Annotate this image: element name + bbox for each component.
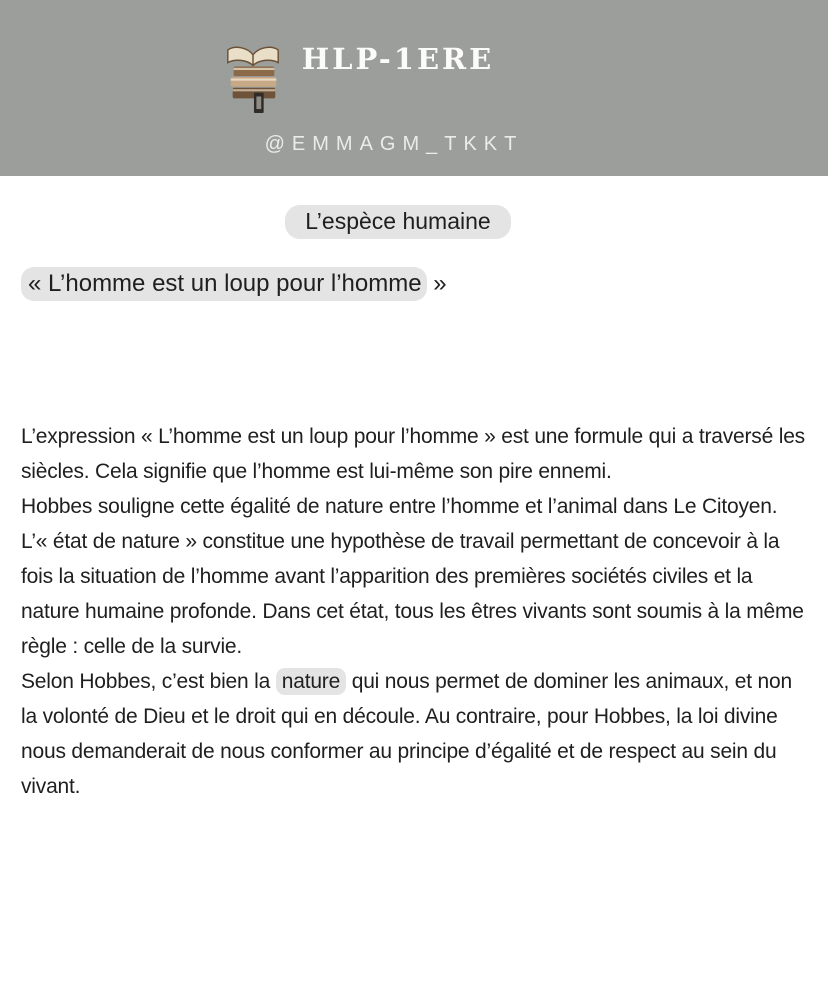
doc-subtitle [21,269,807,299]
header-banner [0,0,828,176]
text-segment: Selon Hobbes, c’est bien la [21,670,276,694]
text-segment: Hobbes souligne cette égalité de nature entre l’homme et l’animal dans Le Citoyen. [21,495,778,519]
doc-title-row [5,205,791,239]
paragraph-2 [21,489,807,524]
text-segment: » [426,270,447,298]
paragraph-3 [21,524,807,664]
header-title-row [222,42,495,118]
paragraph-1 [21,419,807,489]
highlighted-text: nature [276,668,346,695]
text-segment: L’expression « L’homme est un loup pour l’homme » est une formule qui a traversé les siècles. Cela signifie que l’homme est lui-même son pire ennemi. [21,425,805,484]
paragraph-4 [21,664,807,804]
page-title: L’espèce humaine [285,205,510,239]
account-handle: @EMMAGM_TKKT [264,133,524,155]
doc-body [21,419,807,804]
books-stack-icon [222,42,284,118]
text-segment: qui nous permet de dominer les animaux, et non la volonté de Dieu et le droit qui en découle. Au contraire, pour Hobbes, la loi divine nous demanderait de nous conformer au principe d’égalité et de respect au sein du vivant. [21,670,792,799]
note-content [0,205,828,804]
text-segment: L’« état de nature » constitue une hypothèse de travail permettant de concevoir à la fois la situation de l’homme avant l’apparition des premières sociétés civiles et la nature humaine profonde. Dans cet état, tous les êtres vivants sont soumis à la même règle : celle de la survie. [21,530,804,659]
account-title: HLP-1ERE [301,42,495,76]
highlighted-text: « L’homme est un loup pour l’homme [21,267,427,301]
